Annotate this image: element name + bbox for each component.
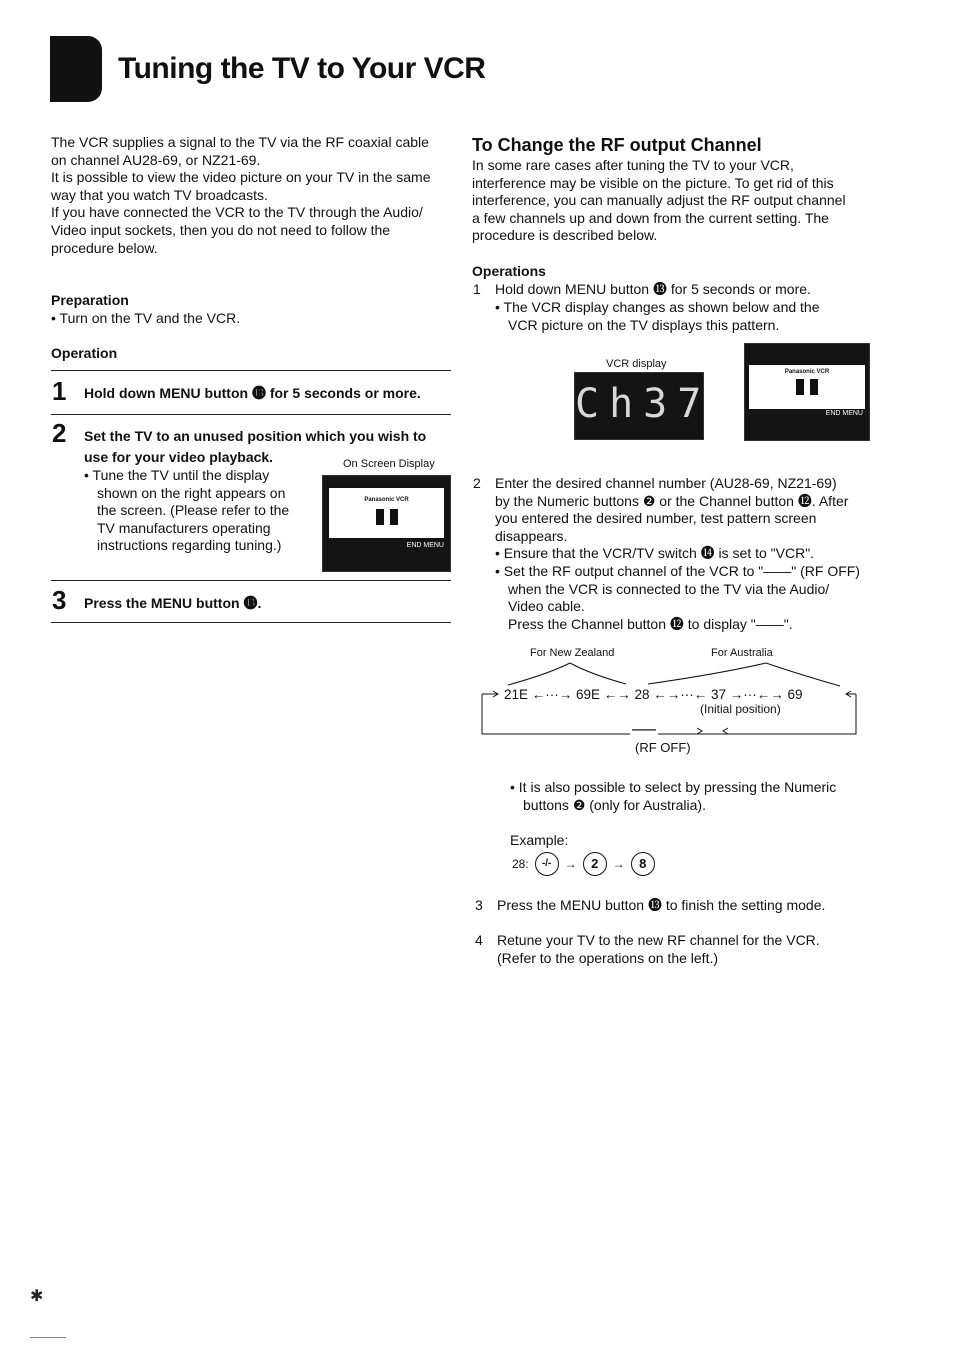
- op-4-text: [497, 932, 877, 967]
- bullet-line: • The VCR display changes as shown below and the: [495, 299, 820, 315]
- step-2-body: [84, 467, 314, 555]
- op-1-text: Hold down MENU button ⓭ for 5 seconds or more.: [495, 281, 811, 297]
- key-2-icon: 2: [583, 852, 607, 876]
- bullet-line: Video cable.: [508, 598, 585, 615]
- operation-heading: Operation: [51, 345, 118, 361]
- osd-end-menu: END MENU: [323, 542, 450, 554]
- tv-end-menu: END MENU: [745, 410, 869, 422]
- bullet-line: • It is also possible to select by pressing the Numeric: [510, 779, 837, 795]
- example-sequence: [512, 852, 655, 876]
- rf-intro: [472, 157, 882, 245]
- intro-line: procedure below.: [51, 239, 158, 256]
- op-3-number: 3: [475, 897, 483, 913]
- step-1-text: Hold down MENU button ⓭ for 5 seconds or more.: [84, 385, 421, 401]
- example-prefix: 28:: [512, 857, 529, 871]
- footer-rule: [30, 1337, 66, 1338]
- body-line: • Tune the TV until the display: [84, 467, 270, 483]
- intro-line: The VCR supplies a signal to the TV via the RF coaxial cable: [51, 134, 429, 150]
- step-2-title: Set the TV to an unused position which you wish to: [84, 428, 427, 444]
- body-line: instructions regarding tuning.): [97, 537, 282, 554]
- body-line: Enter the desired channel number (AU28-69, NZ21-69): [495, 475, 837, 491]
- intro-line: interference, you can manually adjust the RF output channel: [472, 192, 846, 209]
- arrow-icon: →: [612, 857, 625, 871]
- bullet-line: buttons ❷ (only for Australia).: [523, 796, 706, 813]
- body-line: TV manufacturers operating: [97, 519, 271, 536]
- op-2-number: 2: [473, 475, 481, 491]
- intro-paragraph: [51, 134, 451, 257]
- au-label: For Australia: [711, 647, 773, 659]
- preparation-item: • Turn on the TV and the VCR.: [51, 310, 241, 326]
- op-2-text: [495, 475, 885, 633]
- body-line: the screen. (Please refer to the: [97, 502, 290, 519]
- key-8-icon: 8: [631, 852, 655, 876]
- rf-section-heading: To Change the RF output Channel: [472, 135, 762, 155]
- intro-line: In some rare cases after tuning the TV to your VCR,: [472, 157, 794, 173]
- intro-line: way that you watch TV broadcasts.: [51, 186, 268, 203]
- osd-brand: Panasonic VCR: [364, 497, 409, 503]
- nz-bracket: [508, 663, 626, 685]
- body-line: by the Numeric buttons ❷ or the Channel button ⓬. After: [495, 492, 849, 509]
- test-pattern: [748, 364, 866, 410]
- page-smudge-mark: ✱: [30, 1288, 44, 1305]
- intro-line: procedure is described below.: [472, 227, 658, 244]
- body-line: you entered the desired number, test pattern screen: [495, 510, 817, 527]
- numeric-note: [510, 779, 880, 814]
- arrow-icon: [723, 728, 728, 734]
- vcr-display-panel: [574, 372, 712, 440]
- osd-caption: On Screen Display: [343, 458, 435, 470]
- body-line: Retune your TV to the new RF channel for the VCR.: [497, 932, 820, 948]
- example-label: Example:: [510, 832, 569, 848]
- intro-line: If you have connected the VCR to the TV through the Audio/: [51, 204, 423, 221]
- divider: [51, 370, 451, 371]
- initial-position-label: (Initial position): [700, 702, 781, 716]
- step-1-number: 1: [52, 376, 67, 406]
- op-4-number: 4: [475, 932, 483, 948]
- pattern-bars: [329, 509, 444, 530]
- tv-test-pattern-illustration: [744, 343, 870, 441]
- arrow-icon: [697, 728, 702, 734]
- vcr-display-caption: VCR display: [606, 358, 667, 370]
- bullet-line: VCR picture on the TV displays this pattern.: [508, 316, 780, 333]
- page-title: Tuning the TV to Your VCR: [118, 52, 486, 85]
- rf-off-label: (RF OFF): [635, 740, 691, 755]
- rf-off-symbol: ——: [632, 722, 656, 736]
- divider: [51, 414, 451, 415]
- on-screen-display-illustration: [322, 475, 451, 572]
- nz-label: For New Zealand: [530, 647, 615, 659]
- bullet-line: • Set the RF output channel of the VCR to "——" (RF OFF): [495, 562, 860, 579]
- au-bracket: [648, 663, 840, 686]
- test-pattern: [328, 487, 445, 539]
- intro-line: Video input sockets, then you do not need to follow the: [51, 221, 391, 238]
- divider: [51, 622, 451, 623]
- bullet-line: when the VCR is connected to the TV via the Audio/: [508, 580, 830, 597]
- step-2-number: 2: [52, 418, 67, 448]
- step-3-number: 3: [52, 585, 67, 615]
- bullet-line: • Ensure that the VCR/TV switch ⓮ is set to "VCR".: [495, 545, 815, 562]
- intro-line: a few channels up and down from the current setting. The: [472, 209, 829, 226]
- channel-sequence: 21E ←···→ 69E ←→ 28 ←→···← 37 →···←→ 69: [504, 687, 803, 702]
- op-3-text: Press the MENU button ⓭ to finish the setting mode.: [497, 897, 826, 913]
- step-2-title-cont: use for your video playback.: [84, 449, 274, 465]
- body-line: (Refer to the operations on the left.): [497, 949, 719, 966]
- intro-line: It is possible to view the video picture on your TV in the same: [51, 169, 431, 186]
- pattern-bars: [749, 379, 865, 400]
- body-line: shown on the right appears on: [97, 484, 286, 501]
- dash-key-icon: -/-: [535, 852, 559, 876]
- intro-line: on channel AU28-69, or NZ21-69.: [51, 151, 261, 168]
- op-1-number: 1: [473, 281, 481, 297]
- vcr-display-readout: Ch37: [575, 381, 712, 427]
- operations-heading: Operations: [472, 263, 546, 279]
- arrow-icon: →: [564, 857, 577, 871]
- op-1-bullet: [495, 299, 875, 334]
- body-line: disappears.: [495, 527, 568, 544]
- tv-brand: Panasonic VCR: [784, 369, 830, 375]
- intro-line: interference may be visible on the picture. To get rid of this: [472, 174, 834, 191]
- bullet-line: Press the Channel button ⓬ to display "——".: [508, 615, 793, 632]
- preparation-heading: Preparation: [51, 292, 129, 308]
- divider: [51, 580, 451, 581]
- section-tab-marker: [50, 36, 102, 102]
- step-3-text: Press the MENU button ⓭.: [84, 595, 262, 611]
